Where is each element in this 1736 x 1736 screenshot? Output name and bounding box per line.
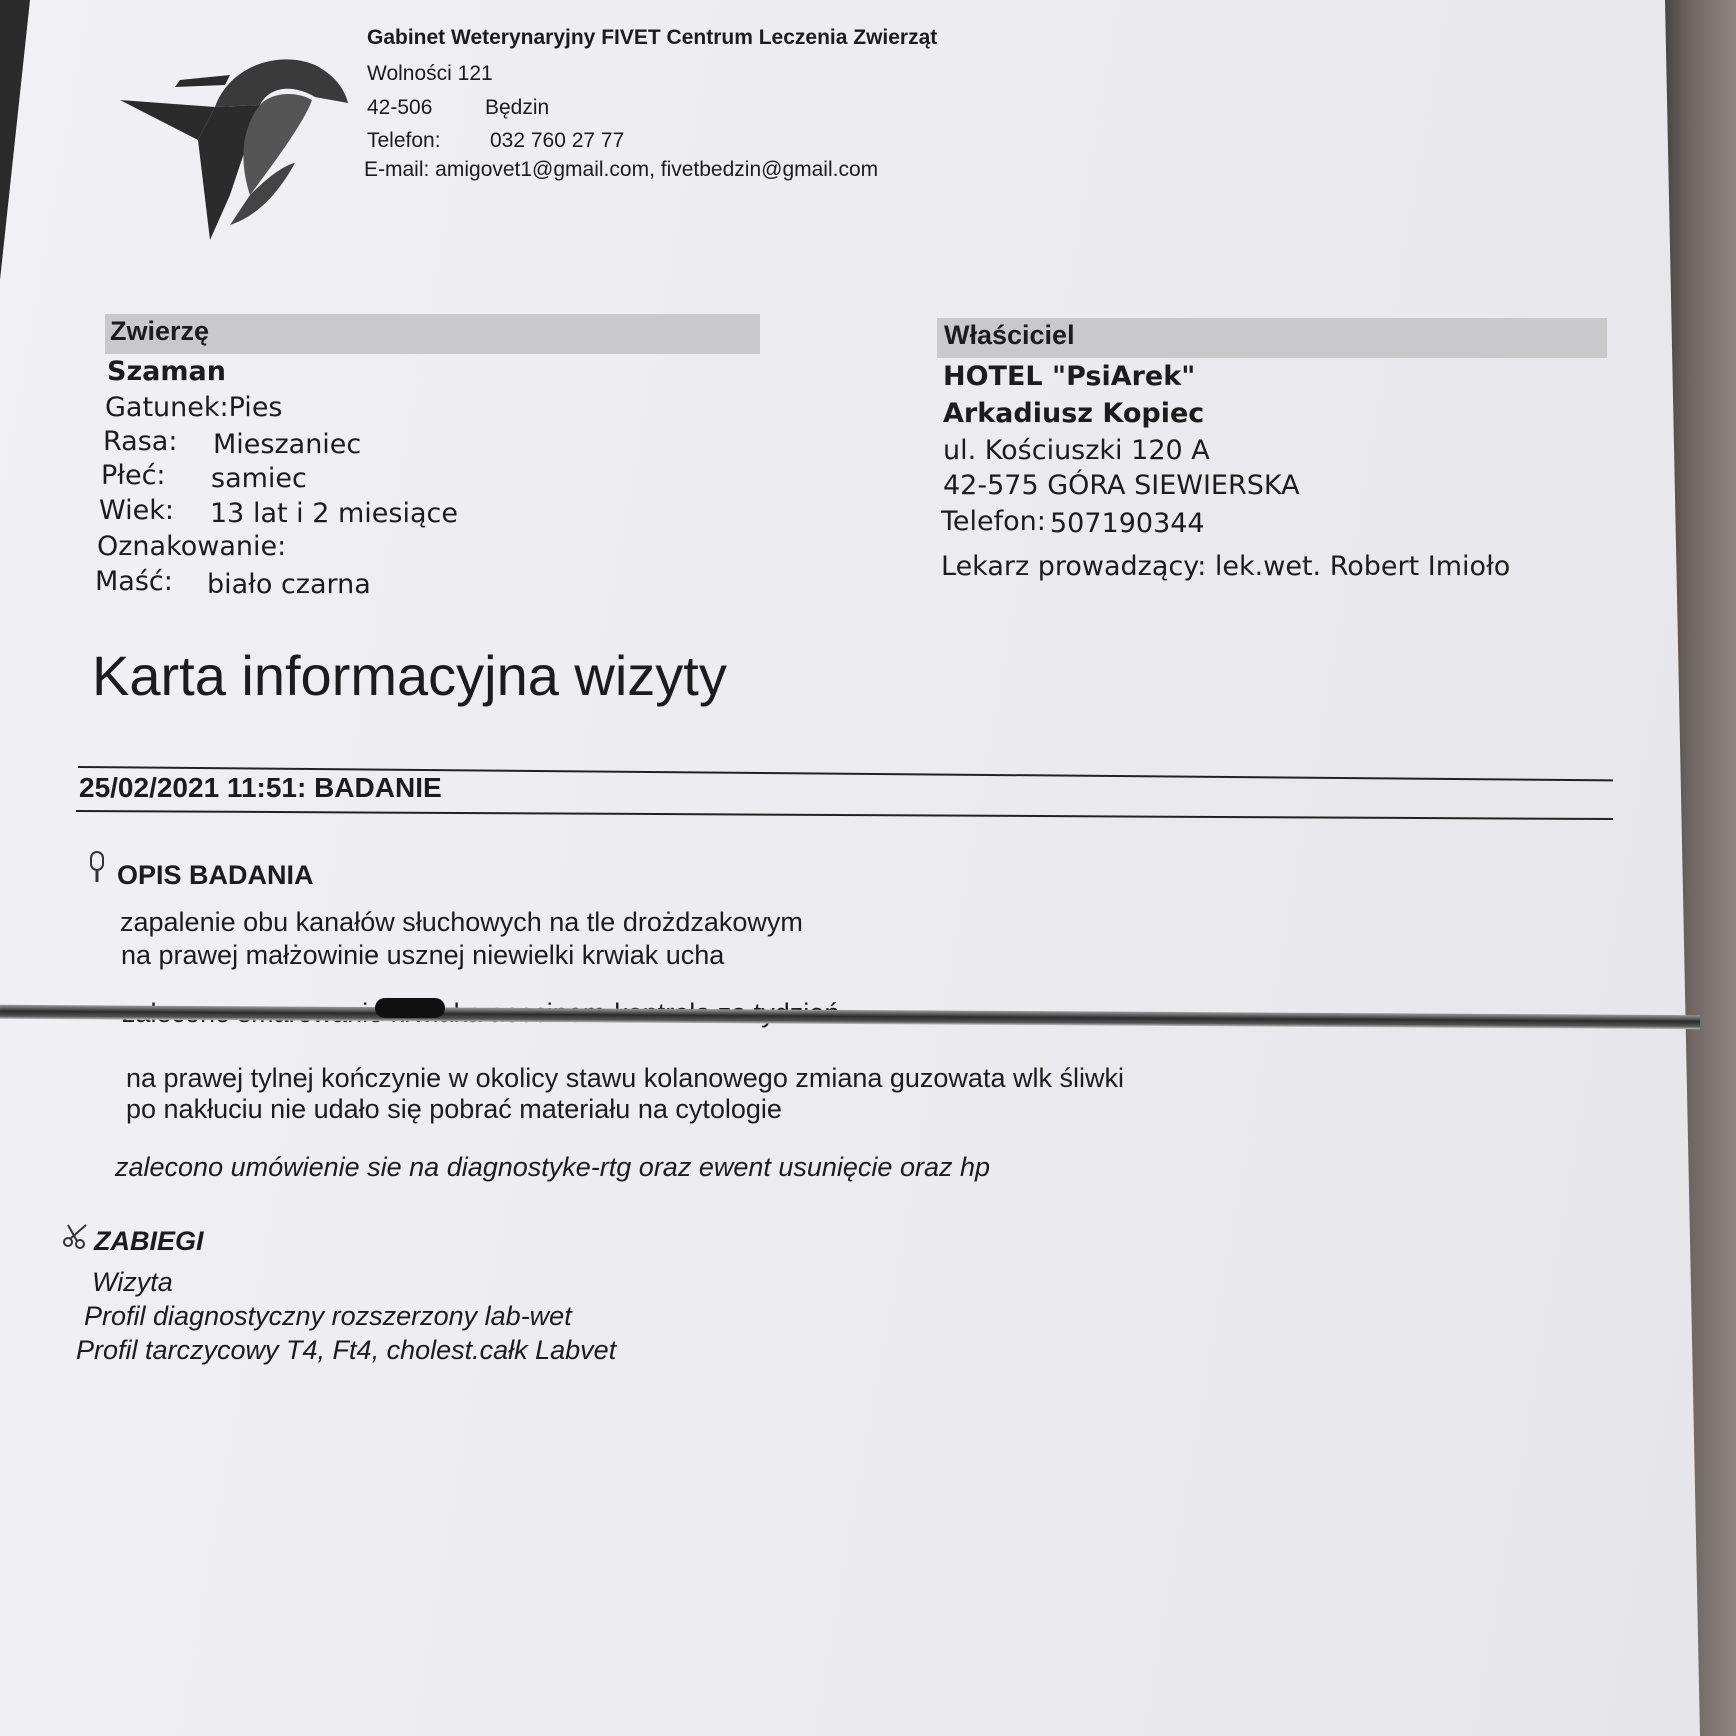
animal-sex-label: Płeć: bbox=[101, 460, 166, 491]
animal-name: Szaman bbox=[107, 356, 226, 387]
animal-marking-label: Oznakowanie: bbox=[97, 531, 287, 562]
exam-line-2: na prawej małżowinie usznej niewielki krwiak ucha bbox=[121, 940, 725, 970]
fivet-bird-logo bbox=[120, 45, 350, 255]
exam-title: OPIS BADANIA bbox=[117, 860, 314, 890]
owner-phone-label: Telefon: bbox=[941, 506, 1046, 537]
animal-color-label: Maść: bbox=[95, 566, 173, 597]
owner-line2: Arkadiusz Kopiec bbox=[943, 398, 1205, 429]
clinic-phone: 032 760 27 77 bbox=[490, 129, 625, 152]
redaction-mark bbox=[375, 998, 445, 1018]
procedure-item-1: Wizyta bbox=[92, 1267, 173, 1297]
animal-breed: Mieszaniec bbox=[213, 429, 362, 460]
procedure-item-2: Profil diagnostyczny rozszerzony lab-wet bbox=[84, 1301, 572, 1331]
owner-section-title: Właściciel bbox=[944, 320, 1075, 350]
animal-sex: samiec bbox=[211, 463, 307, 494]
clinic-postal-code: 42-506 bbox=[367, 96, 433, 119]
exam-line-6: zalecono umówienie sie na diagnostyke-rtg oraz ewent usunięcie oraz hp bbox=[115, 1152, 991, 1182]
animal-breed-label: Rasa: bbox=[103, 426, 178, 457]
animal-age-label: Wiek: bbox=[99, 495, 174, 526]
owner-doctor: Lekarz prowadzący: lek.wet. Robert Imioło bbox=[941, 551, 1511, 582]
animal-color: biało czarna bbox=[207, 569, 371, 600]
procedures-title: ZABIEGI bbox=[94, 1226, 204, 1256]
animal-section-title: Zwierzę bbox=[110, 316, 210, 346]
owner-line1: HOTEL "PsiArek" bbox=[943, 361, 1196, 392]
exam-line-5: po nakłuciu nie udało się pobrać materiału na cytologie bbox=[126, 1094, 782, 1124]
scissors-icon bbox=[62, 1222, 90, 1250]
exam-line-1: zapalenie obu kanałów słuchowych na tle drożdzakowym bbox=[120, 907, 803, 937]
owner-city: 42-575 GÓRA SIEWIERSKA bbox=[943, 470, 1300, 501]
procedure-item-3: Profil tarczycowy T4, Ft4, cholest.całk Labvet bbox=[76, 1335, 617, 1365]
stethoscope-icon bbox=[86, 850, 108, 884]
clinic-street: Wolności 121 bbox=[367, 62, 493, 85]
clinic-email: E-mail: amigovet1@gmail.com, fivetbedzin@gmail.com bbox=[364, 158, 879, 181]
clinic-name: Gabinet Weterynaryjny FIVET Centrum Leczenia Zwierząt bbox=[367, 26, 938, 49]
animal-species: Gatunek:Pies bbox=[105, 392, 283, 423]
clinic-city: Będzin bbox=[485, 96, 550, 119]
clinic-phone-label: Telefon: bbox=[367, 129, 441, 152]
owner-phone: 507190344 bbox=[1050, 508, 1205, 539]
document-title: Karta informacyjna wizyty bbox=[92, 644, 727, 707]
exam-line-4: na prawej tylnej kończynie w okolicy stawu kolanowego zmiana guzowata wlk śliwki bbox=[126, 1063, 1124, 1093]
visit-header: 25/02/2021 11:51: BADANIE bbox=[79, 772, 442, 803]
animal-age: 13 lat i 2 miesiące bbox=[210, 498, 458, 529]
owner-street: ul. Kościuszki 120 A bbox=[943, 435, 1210, 466]
